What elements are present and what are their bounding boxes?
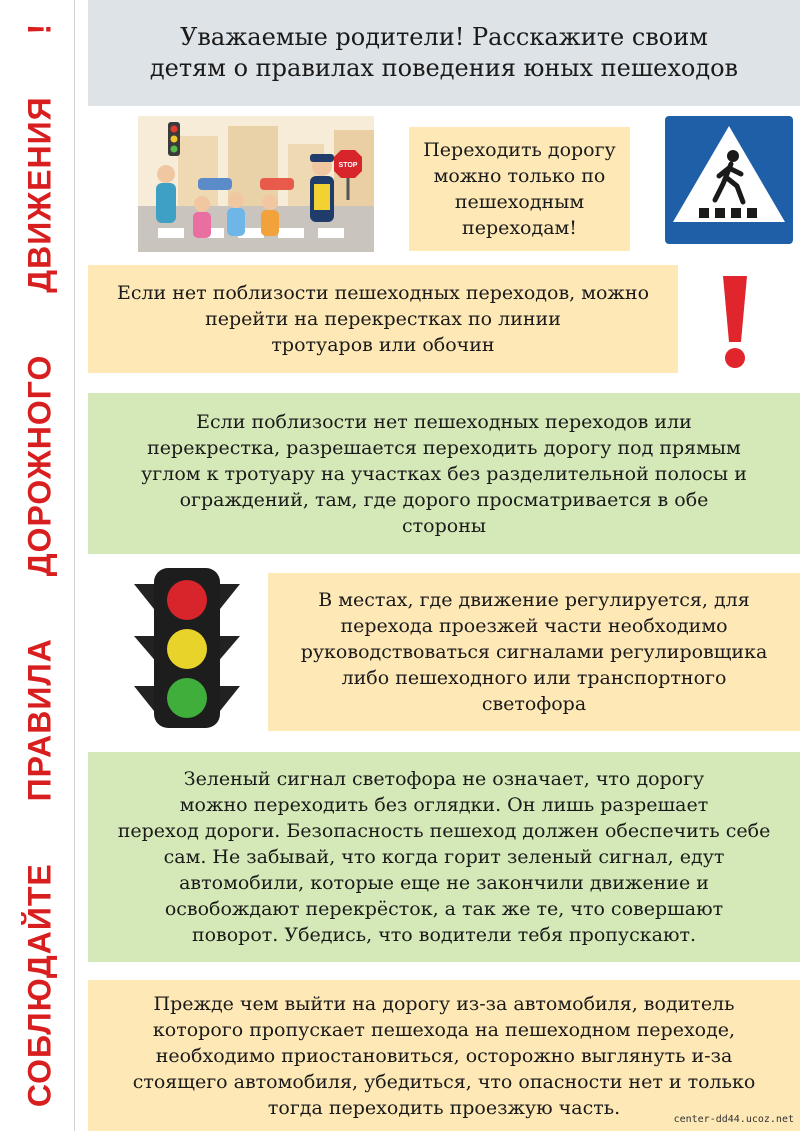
watermark: center-dd44.ucoz.net bbox=[673, 1114, 794, 1125]
rule-text: Переходить дорогу можно только по пешеходным переходам! bbox=[423, 139, 616, 239]
children-crossing-icon bbox=[138, 116, 374, 252]
rule-behind-vehicle bbox=[88, 980, 800, 1131]
rule-intersection bbox=[88, 265, 678, 373]
divider bbox=[74, 0, 75, 1131]
children-crossing-illustration bbox=[138, 116, 374, 252]
rule-text: Прежде чем выйти на дорогу из-за автомобиля, водитель которого пропускает пешехода на пешеходном переходе, необходимо приостановиться, осторожно выглянуть и-за стоящего автомобиля, убедиться, что опасности нет и только тогда переходить проезжую часть. bbox=[132, 992, 756, 1119]
traffic-light-icon bbox=[134, 566, 240, 734]
rule-crosswalk-only bbox=[409, 127, 630, 251]
pedestrian-crossing-sign bbox=[661, 112, 797, 248]
rule-text: Если нет поблизости пешеходных переходов, можно перейти на перекрестках по линии тротуаров или обочин bbox=[116, 282, 650, 356]
rule-text: Зеленый сигнал светофора не означает, что дорогу можно переходить без оглядки. Он лишь разрешает переход дороги. Безопасность пешеход должен обеспечить себе сам. Не забывай, что когда горит зеленый сигнал, едут автомобили, которые еще не закончили движение и освобождают перекрёсток, а так же те, что совершают поворот. Убедись, что водители тебя пропускают. bbox=[117, 768, 771, 946]
rule-text: В местах, где движение регулируется, для перехода проезжей части необходимо руководствоваться сигналами регулировщика либо пешеходного или транспортного светофора bbox=[300, 589, 768, 715]
rule-text: Если поблизости нет пешеходных переходов или перекрестка, разрешается переходить дорогу под прямым углом к тротуару на участках без разделительной полосы и ограждений, там, где дорого просматривается в обе стороны bbox=[141, 410, 747, 537]
side-banner bbox=[0, 0, 80, 1131]
stop-sign-label: STOP bbox=[338, 162, 358, 169]
side-banner-text: СОБЛЮДАЙТЕ ПРАВИЛА ДОРОЖНОГО ДВИЖЕНИЯ ! bbox=[21, 22, 58, 1108]
rule-right-angle-crossing bbox=[88, 393, 800, 554]
page-title: Уважаемые родители! Расскажите своим детям о правилах поведения юных пешеходов bbox=[149, 23, 739, 82]
pedestrian-crossing-icon bbox=[661, 112, 797, 248]
header bbox=[88, 0, 800, 106]
traffic-light-illustration bbox=[134, 566, 240, 734]
rule-regulated-crossing bbox=[268, 573, 800, 731]
rule-green-signal bbox=[88, 752, 800, 962]
exclamation-icon bbox=[715, 272, 755, 372]
